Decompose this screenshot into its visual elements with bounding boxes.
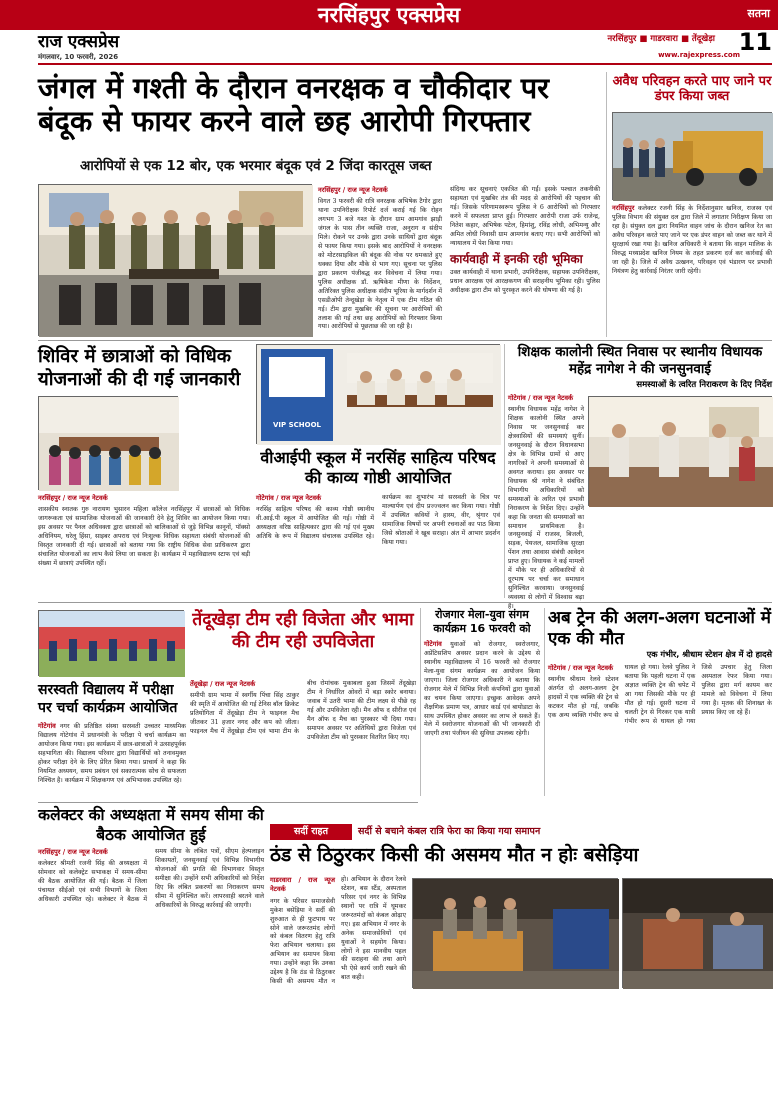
lead-subhead: आरोपियों से एक 12 बोर, एक भरमार बंदूक एवं 2 जिंदा कारतूस जब्त xyxy=(80,158,432,174)
section-rule-2 xyxy=(38,602,772,603)
tendukheda-text: समीपी ग्राम भामा में स्वर्गीय पिंचा सिंह ठाकुर की स्मृति में आयोजित की गई टेनिस बॉल क्रिकेट प्रतियोगिता में तेंदूखेड़ा टीम ने फाइनल मैच जीतकर 31 हजार नगद और कप को जीता। फाइनल मैच में तेंदूखेड़ा टीम एवं भामा टीम के बीच रोमांचक मुकाबला हुआ जिसमें तेंदूखेड़ा टीम ने निर्धारित ओवरों में बड़ा स्कोर बनाया। जवाब में उतरी भामा की टीम लक्ष्य से पीछे रह गई और उपविजेता रही। मैन ऑफ द सीरीज एवं मैन ऑफ द मैच का पुरस्कार भी दिया गया। समापन अवसर पर अतिथियों द्वारा विजेता एवं उपविजेता टीम को पुरस्कार वितरित किए गए। xyxy=(190,680,416,741)
lead-photo xyxy=(38,184,312,336)
vip-body xyxy=(256,494,500,598)
mla-byline: गोटेगांव / राज न्यूज नेटवर्क xyxy=(508,394,574,402)
rozgar-byline: गोटेगांव xyxy=(424,640,442,648)
camp-text: शासकीय स्नातक गुरु नारायण भुसारन महिला कॉलेज नरसिंहपुर में छात्राओं को विधिक जागरूकता एवं सामाजिक योजनाओं की जानकारी देने हेतु शिविर का आयोजन किया गया। इस अवसर पर पैनल अधिवक्ता द्वारा छात्राओं को बालिकाओं से जुड़े विभिन्न कानूनों, पॉक्सो अधिनियम, घरेलू हिंसा, साइबर अपराध एवं निःशुल्क विधिक सहायता संबंधी योजनाओं की विस्तृत जानकारी दी गई। छात्राओं को बताया गया कि राष्ट्रीय विधिक सेवा प्राधिकरण द्वारा संचालित योजनाओं का लाभ कैसे लिया जा सकता है। कार्यक्रम में महाविद्यालय स्टाफ एवं बड़ी संख्या में छात्राएं उपस्थित रहीं। xyxy=(38,506,250,567)
train-body xyxy=(548,664,772,798)
mla-photo xyxy=(588,396,772,506)
lead-column-1 xyxy=(318,186,442,338)
collector-body xyxy=(38,848,264,1104)
lead-text-2: संदिग्ध कर सूचनाएं एकत्रित की गईं। इसके पश्चात तकनीकी सहायता एवं मुखबिर तंत्र की मदद से आरोपियों की पहचान की गई। जिसके परिणामस्वरूप पुलिस ने 6 आरोपियों को गिरफ्तार करने में सफलता प्राप्त हुई। गिरफ्तार आरोपी राजा उर्फ राजेन्द्र, नितेश कहार, अभिषेक पटेल, हिमांशु, रविंद्र लोधी, अभिमन्यु और अमित लोधी निवासी ग्राम आमगांव बताए गए। सभी आरोपियों को न्यायालय में पेश किया गया। xyxy=(450,186,600,247)
winter-photo xyxy=(412,878,618,988)
mla-subhead: समस्याओं के त्वरित निराकरण के दिए निर्देश xyxy=(636,380,772,390)
camp-byline: नरसिंहपुर / राज न्यूज नेटवर्क xyxy=(38,494,108,502)
vip-banner-text: VIP SCHOOL xyxy=(273,421,321,429)
saraswati-text: नगर की प्रतिष्ठित संस्था सरस्वती उच्चतर माध्यमिक विद्यालय गोटेगांव में प्रधानमंत्री के परीक्षा पे चर्चा कार्यक्रम का आयोजन किया गया। इस कार्यक्रम में छात्र-छात्राओं ने उत्साहपूर्वक सहभागिता की। विद्यालय परिवार द्वारा विद्यार्थियों को तनावमुक्त होकर परीक्षा देने के लिए प्रेरित किया गया। प्राचार्य ने कहा कि नियमित अध्ययन, समय प्रबंधन एवं सकारात्मक सोच से सफलता निश्चित है। कार्यक्रम में शिक्षकगण एवं अभिभावक उपस्थित रहे। xyxy=(38,723,186,784)
winter-headline: ठंड से ठिठुरकर किसी की असमय मौत न होः बसेड़िया xyxy=(270,844,639,866)
saraswati-byline: गोटेगांव xyxy=(38,722,56,730)
section-rule-1 xyxy=(38,340,772,341)
lead-headline: जंगल में गश्ती के दौरान वनरक्षक व चौकीदार पर बंदूक से फायर करने वाले छह आरोपी गिरफ्तार xyxy=(38,71,550,139)
winter-byline: गाडरवारा / राज न्यूज नेटवर्क xyxy=(270,876,335,894)
masthead-publication: नरसिंहपुर एक्सप्रेस xyxy=(317,3,461,27)
mla-text: स्थानीय विधायक महेंद्र नागेश ने शिक्षक कालोनी स्थित अपने निवास पर जनसुनवाई कर क्षेत्रवासियों की समस्याएं सुनीं। जनसुनवाई के दौरान विधानसभा क्षेत्र के विभिन्न ग्रामों से आए नागरिकों ने अपनी समस्याओं से अवगत कराया। इस अवसर पर विधायक श्री नागेश ने संबंधित विभागीय अधिकारियों को समस्याओं के त्वरित एवं प्रभावी निराकरण के निर्देश दिए। उन्होंने कहा कि जनता की समस्याओं का समाधान प्राथमिकता है। जनसुनवाई में राजस्व, बिजली, सड़क, पेयजल, सामाजिक सुरक्षा पेंशन तथा आवास संबंधी आवेदन प्राप्त हुए। विधायक ने कई मामलों में मौके पर ही अधिकारियों से दूरभाष पर चर्चा कर समाधान सुनिश्चित करवाया। जनसुनवाई व्यवस्था से लोगों में विश्वास बढ़ा है। xyxy=(508,406,584,610)
mla-headline: शिक्षक कालोनी स्थित निवास पर स्थानीय विधायक महेंद्र नागेश ने की जनसुनवाई xyxy=(517,344,763,377)
winter-text: नगर के परिसर समाजसेवी मुकेश बसेड़िया ने सर्दी की शुरुआत से ही फुटपाथ पर सोने वाले जरूरतमंद लोगों को कंबल वितरण हेतु रात्रि फेरा अभियान चलाया। इस अभियान का समापन किया गया। उन्होंने कहा कि उनका उद्देश्य है कि ठंड से ठिठुरकर किसी की असमय मौत न हो। अभियान के दौरान रेलवे स्टेशन, बस स्टैंड, अस्पताल परिसर एवं नगर के विभिन्न स्थानों पर रात्रि में घूमकर जरूरतमंदों को कंबल ओढ़ाए गए। इस अभियान में नगर के अनेक समाजसेवियों एवं युवाओं ने सहयोग किया। लोगों ने इस मानवीय पहल की सराहना की तथा आगे भी ऐसे कार्य जारी रखने की बात कही। xyxy=(270,876,406,986)
lead-text-3: उक्त कार्यवाही में थाना प्रभारी, उपनिरीक्षक, सहायक उपनिरीक्षक, प्रधान आरक्षक एवं आरक्षकगण की सराहनीय भूमिका रही। पुलिस अधीक्षक द्वारा टीम को पुरस्कृत करने की घोषणा की गई है। xyxy=(450,268,600,294)
train-headline: अब ट्रेन की अलग-अलग घटनाओं में एक की मौत xyxy=(548,608,771,650)
mla-divider xyxy=(504,344,505,598)
train-byline: गोटेगांव / राज न्यूज नेटवर्क xyxy=(548,664,614,672)
issue-date: मंगलवार, 10 फरवरी, 2026 xyxy=(38,53,119,61)
lead-column-2 xyxy=(450,186,600,338)
winter-band xyxy=(270,824,772,840)
masthead-rule xyxy=(38,63,772,65)
vip-text: नरसिंह साहित्य परिषद की काव्य गोष्ठी स्थानीय वी.आई.पी स्कूल में आयोजित की गई। गोष्ठी में अध्यक्षता वरिष्ठ साहित्यकार द्वारा की गई एवं मुख्य अतिथि के रूप में विद्यालय संचालक उपस्थित रहे। कार्यक्रम का शुभारंभ मां सरस्वती के चित्र पर माल्यार्पण एवं दीप प्रज्ज्वलन कर किया गया। गोष्ठी में उपस्थित कवियों ने हास्य, वीर, श्रृंगार एवं सामाजिक विषयों पर अपनी रचनाओं का पाठ किया जिसे श्रोताओं ने खूब सराहा। अंत में आभार प्रदर्शन किया गया। xyxy=(256,494,500,546)
collector-byline: नरसिंहपुर / राज न्यूज नेटवर्क xyxy=(38,848,108,856)
sidebar-body xyxy=(612,204,772,338)
tendukheda-byline: तेंदूखेड़ा / राज न्यूज नेटवर्क xyxy=(190,680,256,688)
website: www.rajexpress.com xyxy=(658,51,740,59)
mla-body xyxy=(508,394,584,610)
section-rule-3 xyxy=(38,802,418,803)
vip-headline: वीआईपी स्कूल में नरसिंह साहित्य परिषद की काव्य गोष्ठी आयोजित xyxy=(260,448,496,487)
collector-headline: कलेक्टर की अध्यक्षता में समय सीमा की बैठक आयोजित हुई xyxy=(38,806,264,844)
saraswati-headline: सरस्वती विद्यालय में परीक्षा पर चर्चा कार्यक्रम आयोजित xyxy=(38,682,178,716)
train-subhead: एक गंभीर, श्रीधाम स्टेशन क्षेत्र में दो हादसे xyxy=(646,649,772,659)
train-divider xyxy=(544,608,545,796)
sidebar-photo xyxy=(612,112,772,200)
page-number: 11 xyxy=(738,28,772,56)
brand-logo: राज एक्सप्रेस xyxy=(38,32,120,52)
sidebar-text: कलेक्टर रजनी सिंह के निर्देशानुसार खनिज, राजस्व एवं पुलिस विभाग की संयुक्त दल द्वारा जिले में लगातार निरीक्षण किया जा रहा है। संयुक्त दल द्वारा नियमित वाहन जांच के दौरान खनिज रेत का अवैध परिवहन करते पाए जाने पर एक डंपर वाहन को जब्त कर थाने में सुरक्षार्थ रखा गया है। खनिज अधिकारी ने बताया कि वाहन मालिक के विरुद्ध मध्यप्रदेश खनिज नियम के तहत प्रकरण दर्ज कर कार्रवाई की जा रही है। जिले में अवैध उत्खनन, परिवहन एवं भंडारण पर प्रभावी नियंत्रण हेतु कार्रवाई निरंतर जारी रहेगी। xyxy=(612,205,772,275)
camp-body xyxy=(38,494,250,598)
tendukheda-body xyxy=(190,680,416,798)
vip-photo xyxy=(256,344,500,444)
sidebar-headline: अवैध परिवहन करते पाए जाने पर डंपर किया जब्त xyxy=(612,74,772,105)
sidebar-byline: नरसिंहपुर xyxy=(612,204,635,212)
train-text: स्थानीय श्रीधाम रेलवे स्टेशन अंतर्गत दो अलग-अलग ट्रेन हादसों में एक व्यक्ति की ट्रेन से कटकर मौत हो गई, जबकि एक अन्य व्यक्ति गंभीर रूप से घायल हो गया। रेलवे पुलिस ने बताया कि पहली घटना में एक अज्ञात व्यक्ति ट्रेन की चपेट में आ गया जिसकी मौके पर ही मौत हो गई। दूसरी घटना में चलती ट्रेन से गिरकर एक यात्री गंभीर रूप से घायल हो गया जिसे उपचार हेतु जिला अस्पताल रेफर किया गया। पुलिस द्वारा मर्ग कायम कर मामले को विवेचना में लिया गया है। मृतक की शिनाख्त के प्रयास किए जा रहे हैं। xyxy=(548,664,772,725)
masthead-city: सतना xyxy=(747,7,770,20)
sidebar-divider xyxy=(606,72,607,337)
rozgar-body xyxy=(424,640,540,798)
lead-box-heading: कार्यवाही में इनकी रही भूमिका xyxy=(450,251,583,266)
camp-photo xyxy=(38,396,178,490)
masthead xyxy=(0,0,778,62)
tendukheda-headline: तेंदूखेड़ा टीम रही विजेता और भामा की टीम रही उपविजेता xyxy=(192,610,414,652)
rozgar-headline: रोजगार मेला-युवा संगम कार्यक्रम 16 फरवरी को xyxy=(433,608,531,635)
rozgar-text: युवाओं को रोजगार, स्वरोजगार, अप्रेंटिसशिप अवसर प्रदान करने के उद्देश्य से स्थानीय महाविद्यालय में 16 फरवरी को रोजगार मेला-युवा संगम कार्यक्रम का आयोजन किया जाएगा। जिला रोजगार अधिकारी ने बताया कि रोजगार मेले में विभिन्न निजी कंपनियों द्वारा युवाओं का चयन किया जाएगा। इच्छुक आवेदक अपने शैक्षणिक प्रमाण पत्र, आधार कार्ड एवं बायोडाटा के साथ उपस्थित होकर अवसर का लाभ ले सकते हैं। मेले में स्वरोजगार योजनाओं की भी जानकारी दी जाएगी तथा पंजीयन की सुविधा उपलब्ध रहेगी। xyxy=(424,641,540,738)
lead-byline: नरसिंहपुर / राज न्यूज नेटवर्क xyxy=(318,186,388,194)
vip-byline: गोटेगांव / राज न्यूज नेटवर्क xyxy=(256,494,322,502)
editions: नरसिंहपुर ■ गाडरवारा ■ तेंदूखेड़ा xyxy=(607,34,715,44)
camp-headline: शिविर में छात्राओं को विधिक योजनाओं की दी गई जानकारी xyxy=(38,346,241,390)
winter-body-left xyxy=(270,876,406,1104)
winter-band-label: सर्दी राहत xyxy=(270,824,352,840)
cricket-photo xyxy=(38,610,184,676)
rozgar-divider xyxy=(420,608,421,796)
winter-photo-2 xyxy=(622,878,772,988)
winter-band-text: सर्दी से बचाने कंबल रात्रि फेरा का किया गया समापन xyxy=(358,826,541,837)
lead-text-1: विगत 3 फरवरी की रात्रि वनरक्षक अभिषेक टैगोर द्वारा थाना उपनिरीक्षक रिपोर्ट दर्ज कराई गई कि रोहन लगभग 3 बजे गश्त के दौरान ग्राम आमगांव झाड़ी जंगल के पास तीन व्यक्ति राजा, अनुराग व संदीप मिले। रोकने पर उनके द्वारा उनके साथियों द्वारा बंदूक से फायर किया गया। इसके बाद आरोपियों ने वनरक्षक को मोटरसाइकिल की बंदूक की नोक पर धमकाते हुए धक्का दिया और मौके से भाग गए। सूचना पर पुलिस द्वारा प्रकरण पंजीबद्ध कर विवेचना में लिया गया। पुलिस अधीक्षक डॉ. ऋषिकेश मीणा के निर्देशन, अतिरिक्त पुलिस अधीक्षक संदीप भूरिया के मार्गदर्शन में एसडीओपी तेन्दूखेड़ा के नेतृत्व में एक टीम गठित की गई। टीम द्वारा मुखबिर की सूचना पर आरोपियों की तलाश की गई तथा छह आरोपियों को गिरफ्तार किया गया। आरोपियों से पूछताछ की जा रही है। xyxy=(318,198,442,331)
collector-text: कलेक्टर श्रीमती रजनी सिंह की अध्यक्षता में सोमवार को कलेक्ट्रेट सभाकक्ष में समय-सीमा की बैठक आयोजित की गई। बैठक में जिला पंचायत सीईओ एवं सभी विभागों के जिला अधिकारी उपस्थित रहे। कलेक्टर ने बैठक में समय सीमा के लंबित पत्रों, सीएम हेल्पलाइन शिकायतों, जनसुनवाई एवं विभिन्न विभागीय योजनाओं की प्रगति की विभागवार विस्तृत समीक्षा की। उन्होंने सभी अधिकारियों को निर्देश दिए कि लंबित प्रकरणों का निराकरण समय सीमा में सुनिश्चित करें। लापरवाही बरतने वाले अधिकारियों के विरुद्ध कार्रवाई की जाएगी। xyxy=(38,848,264,909)
saraswati-body xyxy=(38,722,186,798)
